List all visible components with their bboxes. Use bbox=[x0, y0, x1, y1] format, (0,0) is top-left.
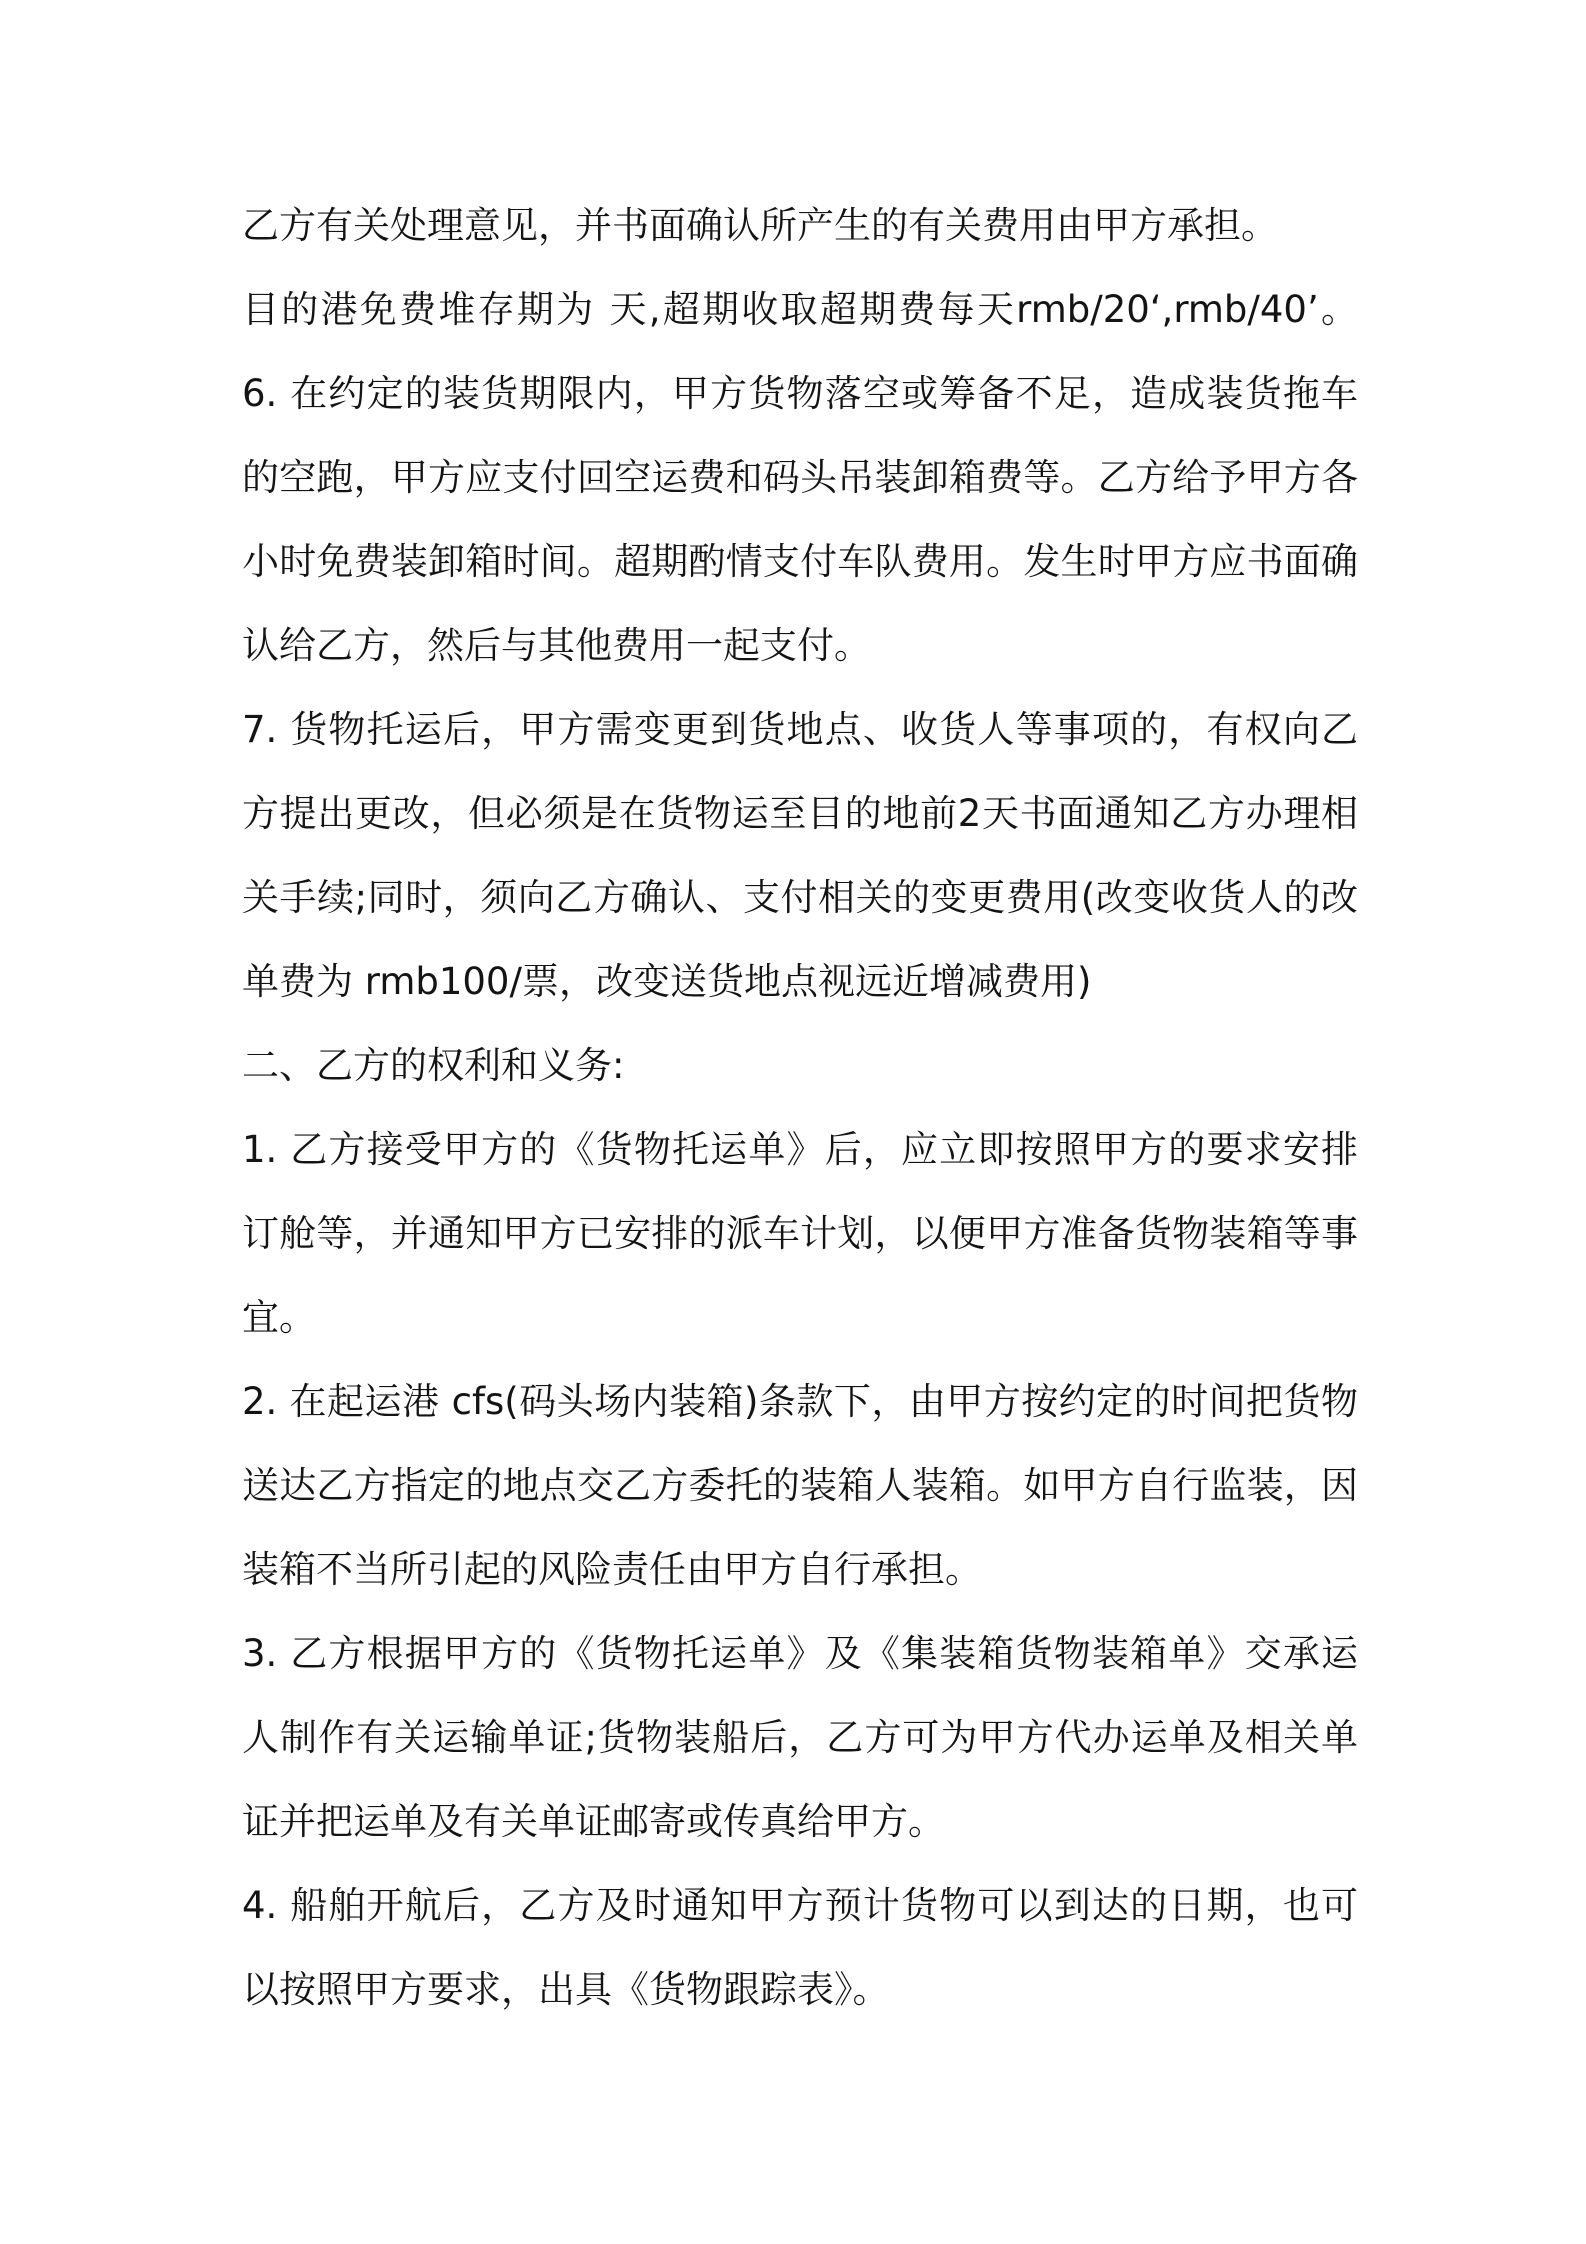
text-line: 的空跑，甲方应支付回空运费和码头吊装卸箱费等。乙方给予甲方各 bbox=[242, 456, 1358, 499]
text-line: 乙方有关处理意见，并书面确认所产生的有关费用由甲方承担。 bbox=[242, 204, 1278, 247]
text-line: 单费为 rmb100/票，改变送货地点视远近增减费用) bbox=[242, 960, 1092, 1003]
text-line: 装箱不当所引起的风险责任由甲方自行承担。 bbox=[242, 1548, 982, 1591]
text-line: 认给乙方，然后与其他费用一起支付。 bbox=[242, 624, 871, 667]
text-line: 关手续;同时，须向乙方确认、支付相关的变更费用(改变收货人的改 bbox=[242, 876, 1358, 919]
text-line: 以按照甲方要求，出具《货物跟踪表》。 bbox=[242, 1968, 890, 2011]
text-line: 订舱等，并通知甲方已安排的派车计划，以便甲方准备货物装箱等事 bbox=[242, 1212, 1358, 1255]
text-line: 7. 货物托运后，甲方需变更到货地点、收货人等事项的，有权向乙 bbox=[242, 708, 1358, 751]
text-line: 4. 船舶开航后，乙方及时通知甲方预计货物可以到达的日期，也可 bbox=[242, 1884, 1358, 1927]
text-line: 人制作有关运输单证;货物装船后，乙方可为甲方代办运单及相关单 bbox=[242, 1716, 1358, 1759]
text-line: 目的港免费堆存期为 天,超期收取超期费每天rmb/20‘,rmb/40’。 bbox=[242, 288, 1358, 331]
text-line: 2. 在起运港 cfs(码头场内装箱)条款下，由甲方按约定的时间把货物 bbox=[242, 1380, 1358, 1423]
text-line: 1. 乙方接受甲方的《货物托运单》后，应立即按照甲方的要求安排 bbox=[242, 1128, 1358, 1171]
text-line: 证并把运单及有关单证邮寄或传真给甲方。 bbox=[242, 1800, 945, 1843]
text-line: 送达乙方指定的地点交乙方委托的装箱人装箱。如甲方自行监装，因 bbox=[242, 1464, 1358, 1507]
text-line: 6. 在约定的装货期限内，甲方货物落空或筹备不足，造成装货拖车 bbox=[242, 372, 1358, 415]
text-line: 宜。 bbox=[242, 1296, 316, 1339]
section-heading: 二、乙方的权利和义务: bbox=[242, 1044, 625, 1087]
text-line: 方提出更改，但必须是在货物运至目的地前2天书面通知乙方办理相 bbox=[242, 792, 1358, 835]
document-body bbox=[242, 184, 1358, 2032]
text-line: 3. 乙方根据甲方的《货物托运单》及《集装箱货物装箱单》交承运 bbox=[242, 1632, 1358, 1675]
text-line: 小时免费装卸箱时间。超期酌情支付车队费用。发生时甲方应书面确 bbox=[242, 540, 1358, 583]
